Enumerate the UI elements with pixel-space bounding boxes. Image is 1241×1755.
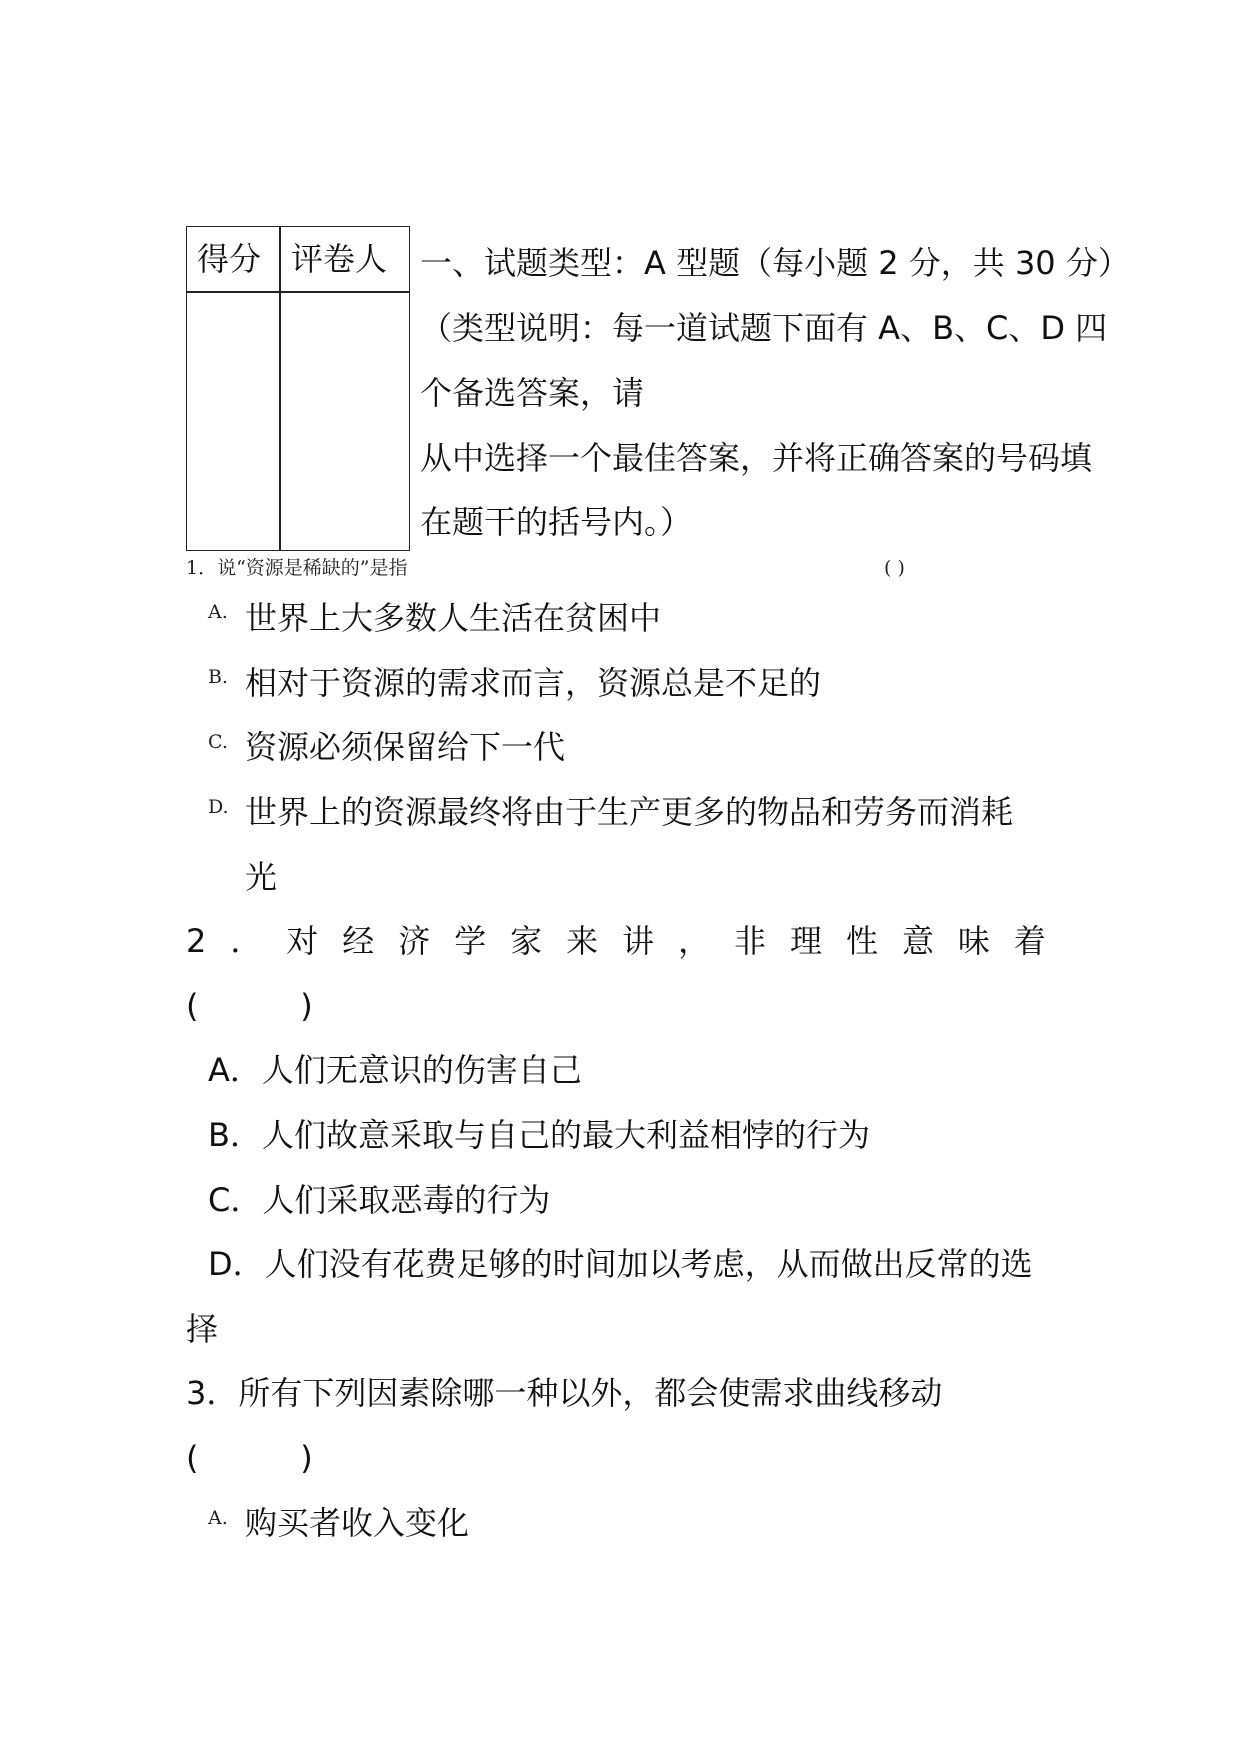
stem-char: 来 <box>566 922 599 960</box>
question-2-stem <box>186 921 1046 961</box>
section-title: 一、试题类型：A 型题（每小题 2 分，共 30 分） <box>420 244 1130 282</box>
stem-char: 经 <box>342 922 375 960</box>
option-text: D．人们没有花费足够的时间加以考虑，从而做出反常的选 <box>208 1245 1033 1283</box>
option-item <box>208 1507 228 1529</box>
option-text: 购买者收入变化 <box>245 1504 470 1542</box>
option-letter: B. <box>208 666 229 688</box>
stem-char: ． <box>230 922 263 960</box>
stem-char: 讲 <box>622 922 655 960</box>
option-letter: A. <box>208 601 228 623</box>
grader-header: 评卷人 <box>291 240 388 278</box>
stem-char: 对 <box>286 922 319 960</box>
option-text: C．人们采取恶毒的行为 <box>208 1181 551 1219</box>
option-item <box>208 666 228 688</box>
score-table <box>186 226 410 551</box>
stem-char: 家 <box>510 922 543 960</box>
option-letter: C. <box>208 731 228 753</box>
option-text-continued: 光 <box>245 858 278 896</box>
table-divider <box>279 227 281 550</box>
option-item <box>208 601 228 623</box>
stem-char: 着 <box>1013 922 1046 960</box>
stem-char: ， <box>678 922 711 960</box>
option-letter: D. <box>208 796 229 818</box>
answer-paren: ( ) <box>186 1439 313 1477</box>
stem-char: 性 <box>845 922 878 960</box>
option-text-continued: 择 <box>186 1310 219 1348</box>
question-1-stem: 1．说“资源是稀缺的”是指 <box>186 557 408 579</box>
stem-char: 济 <box>398 922 431 960</box>
section-desc-line: 个备选答案，请 <box>420 374 645 412</box>
table-divider <box>187 291 409 293</box>
stem-char: 意 <box>901 922 934 960</box>
answer-paren: ( ) <box>884 557 905 579</box>
section-desc-line: （类型说明：每一道试题下面有 A、B、C、D 四 <box>420 309 1108 347</box>
stem-char: 味 <box>957 922 990 960</box>
stem-char: 2 <box>186 922 207 960</box>
question-3-stem: 3．所有下列因素除哪一种以外，都会使需求曲线移动 <box>186 1374 943 1412</box>
section-desc-line: 从中选择一个最佳答案，并将正确答案的号码填 <box>420 439 1093 477</box>
option-text: 世界上的资源最终将由于生产更多的物品和劳务而消耗 <box>245 793 1014 831</box>
stem-char: 非 <box>734 922 767 960</box>
answer-paren: ( ) <box>186 987 313 1025</box>
stem-char: 理 <box>790 922 823 960</box>
option-text: 世界上大多数人生活在贫困中 <box>245 599 662 637</box>
section-desc-line: 在题干的括号内。） <box>420 503 693 541</box>
stem-char: 学 <box>454 922 487 960</box>
score-header: 得分 <box>197 240 262 278</box>
option-letter: A. <box>208 1507 228 1529</box>
option-text: A．人们无意识的伤害自己 <box>208 1051 582 1089</box>
option-item <box>208 731 228 753</box>
option-item <box>208 796 229 818</box>
option-text: 相对于资源的需求而言，资源总是不足的 <box>245 664 822 702</box>
option-text: 资源必须保留给下一代 <box>245 728 566 766</box>
option-text: B．人们故意采取与自己的最大利益相悖的行为 <box>208 1116 870 1154</box>
